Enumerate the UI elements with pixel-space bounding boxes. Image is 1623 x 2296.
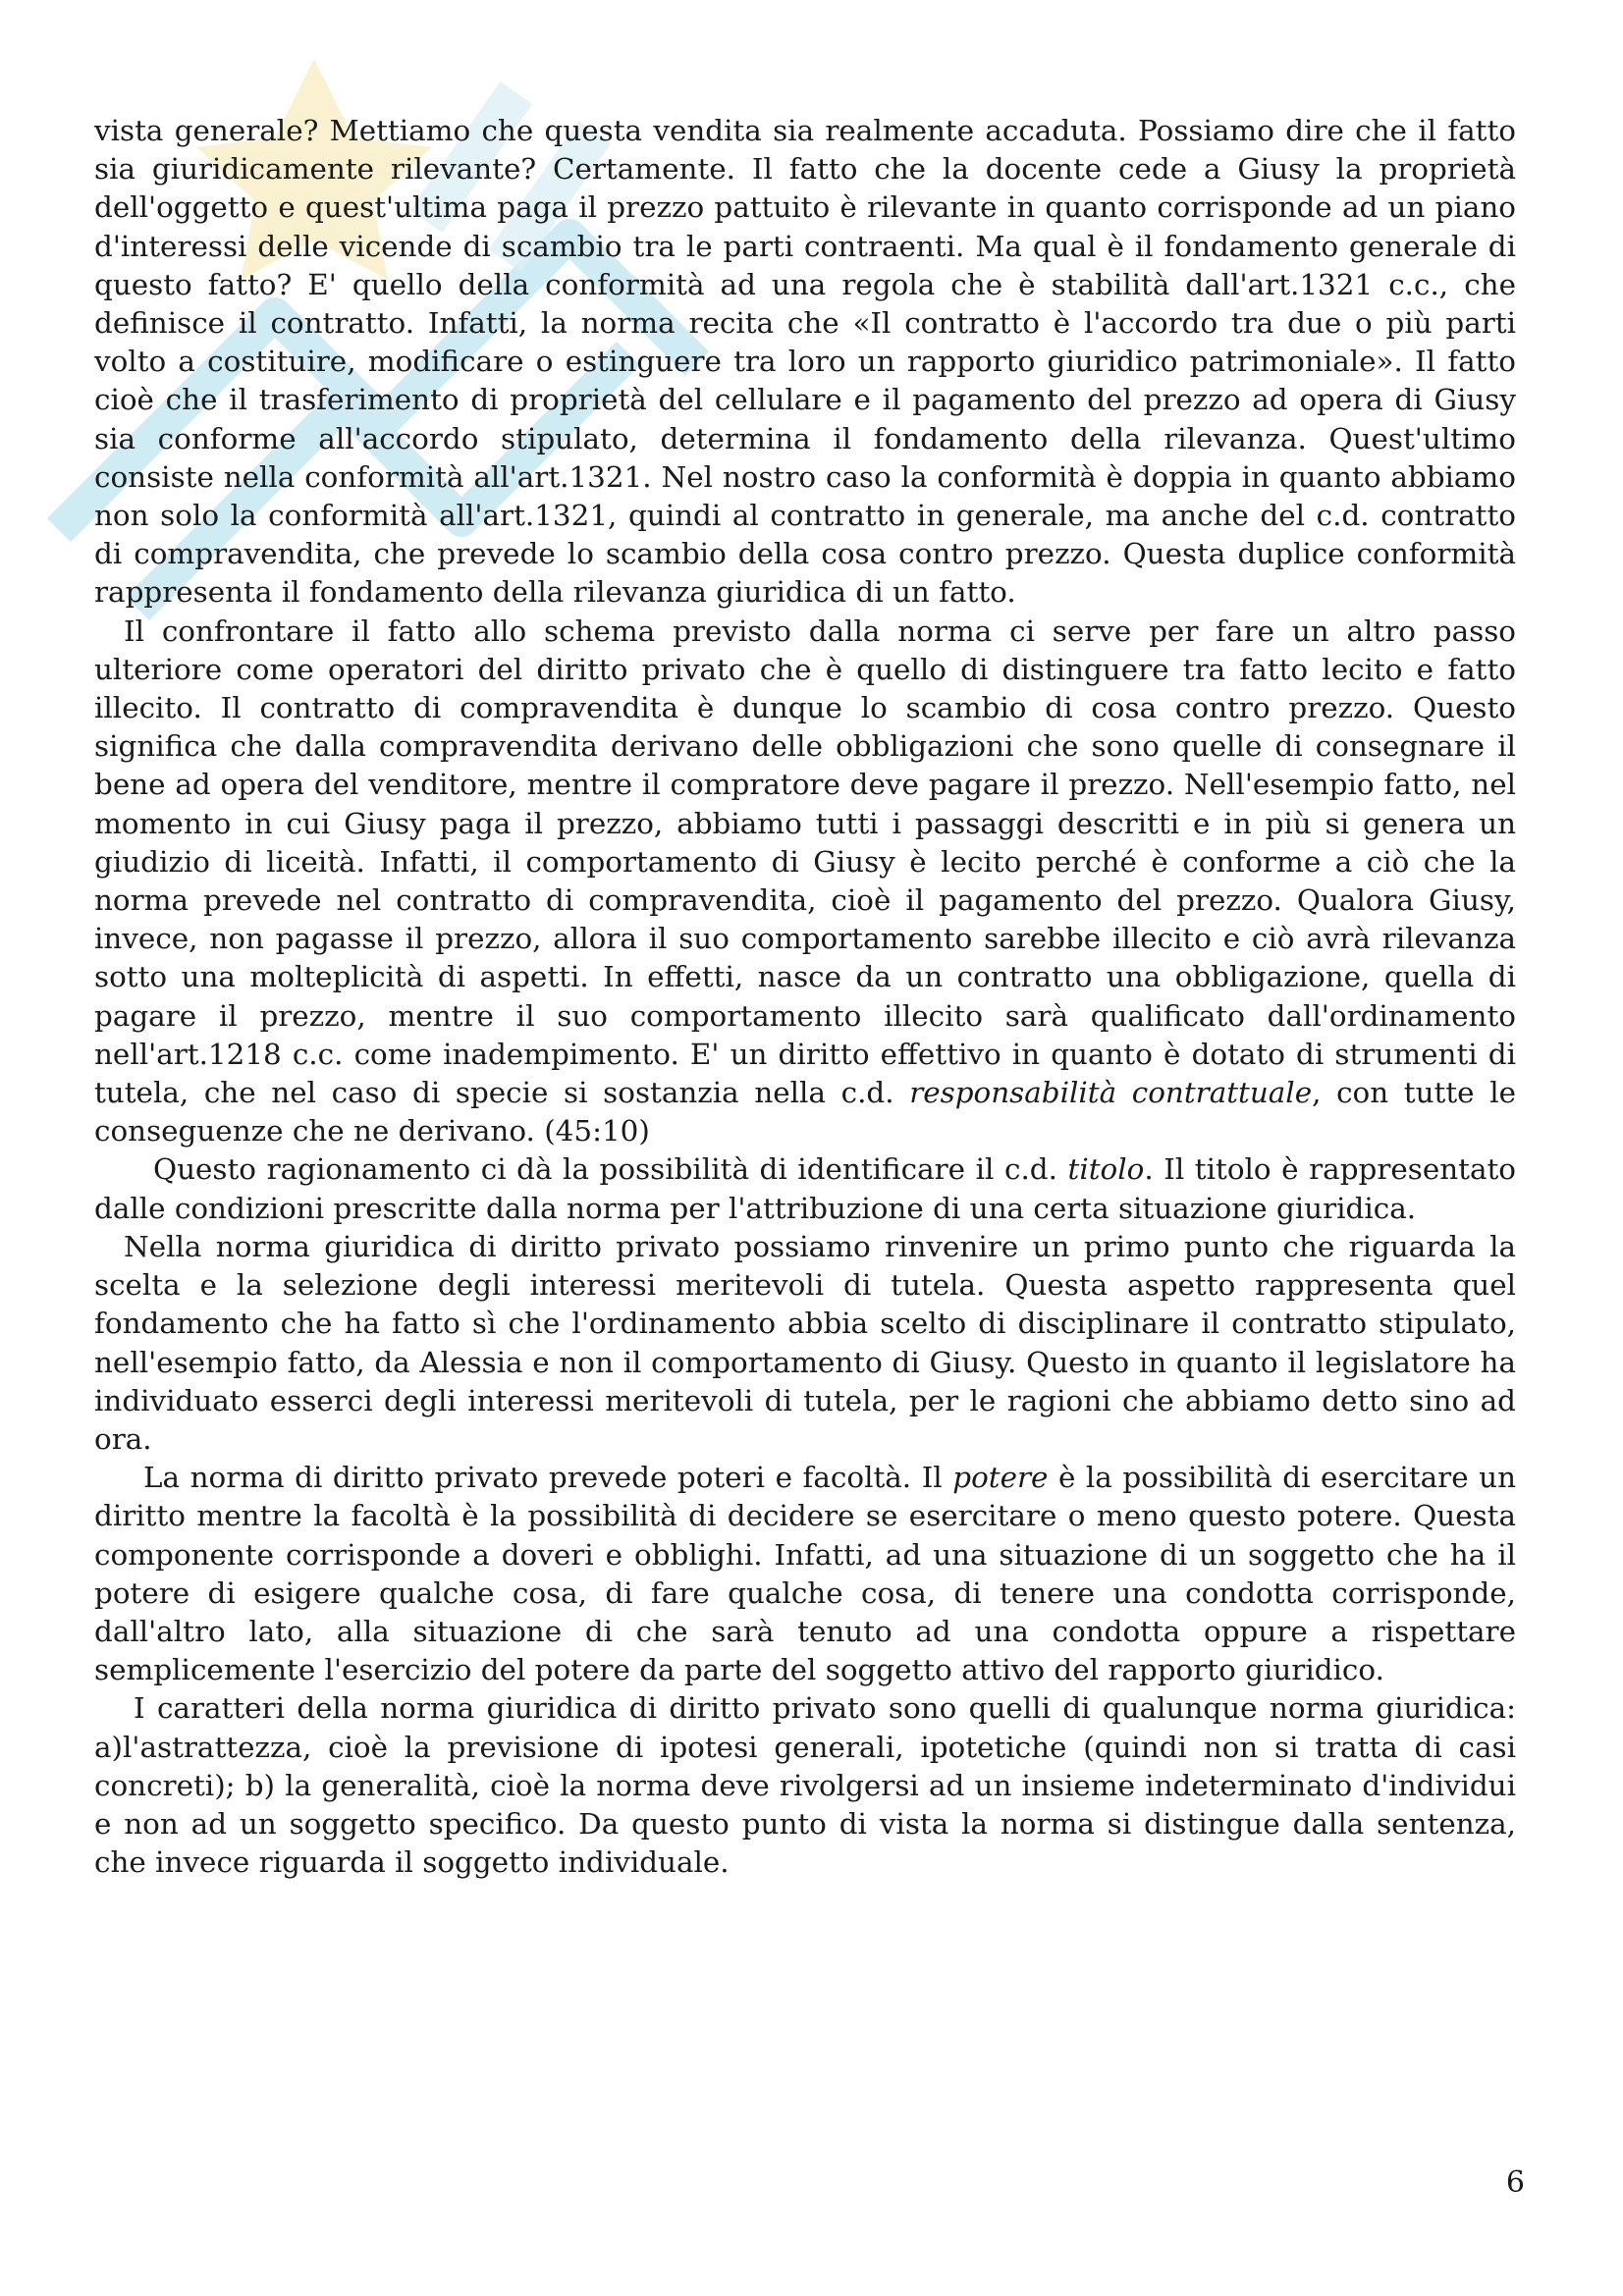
paragraph-3 <box>94 1150 1516 1227</box>
paragraph-1-text: vista generale? Mettiamo che questa vendita sia realmente accaduta. Possiamo dire che il fatto sia giuridicamente rilevante? Certamente. Il fatto che la docente cede a Giusy la proprietà dell'oggetto e quest'ultima paga il prezzo pattuito è rilevante in quanto corrisponde ad un piano d'interessi delle vicende di scambio tra le parti contraenti. Ma qual è il fondamento generale di questo fatto? E' quello della conformità ad una regola che è stabilità dall'art.1321 c.c., che definisce il contratto. Infatti, la norma recita che «Il contratto è l'accordo tra due o più parti volto a costituire, modificare o estinguere tra loro un rapporto giuridico patrimoniale». Il fatto cioè che il trasferimento di proprietà del cellulare e il pagamento del prezzo ad opera di Giusy sia conforme all'accordo stipulato, determina il fondamento della rilevanza. Quest'ultimo consiste nella conformità all'art.1321. Nel nostro caso la conformità è doppia in quanto abbiamo non solo la conformità all'art.1321, quindi al contratto in generale, ma anche del c.d. contratto di compravendita, che prevede lo scambio della cosa contro prezzo. Questa duplice conformità rappresenta il fondamento della rilevanza giuridica di un fatto. <box>94 114 1516 610</box>
paragraph-2 <box>94 613 1516 1151</box>
paragraph-3-italic-term: titolo <box>1067 1152 1145 1187</box>
paragraph-5-italic-term: potere <box>952 1461 1049 1495</box>
paragraph-6 <box>94 1689 1516 1882</box>
paragraph-5-text-b: è la possibilità di esercitare un diritto mentre la facoltà è la possibilità di decidere se esercitare o meno questo potere. Questa componente corrisponde a doveri e obblighi. Infatti, ad una situazione di un soggetto che ha il potere di esigere qualche cosa, di fare qualche cosa, di tenere una condotta corrisponde, dall'altro lato, alla situazione di che sarà tenuto ad una condotta oppure a rispettare semplicemente l'esercizio del potere da parte del soggetto attivo del rapporto giuridico. <box>94 1461 1517 1687</box>
page-number: 6 <box>1505 2165 1525 2200</box>
paragraph-6-text: I caratteri della norma giuridica di diritto privato sono quelli di qualunque norma giuridica: a)l'astrattezza, cioè la previsione di ipotesi generali, ipotetiche (quindi non si tratta di casi concreti); b) la generalità, cioè la norma deve rivolgersi ad un insieme indeterminato d'individui e non ad un soggetto specifico. Da questo punto di vista la norma si distingue dalla sentenza, che invece riguarda il soggetto individuale. <box>94 1691 1516 1880</box>
paragraph-4-text: Nella norma giuridica di diritto privato possiamo rinvenire un primo punto che riguarda la scelta e la selezione degli interessi meritevoli di tutela. Questa aspetto rappresenta quel fondamento che ha fatto sì che l'ordinamento abbia scelto di disciplinare il contratto stipulato, nell'esempio fatto, da Alessia e non il comportamento di Giusy. Questo in quanto il legislatore ha individuato esserci degli interessi meritevoli di tutela, per le ragioni che abbiamo detto sino ad ora. <box>94 1229 1516 1456</box>
paragraph-5 <box>94 1459 1516 1689</box>
paragraph-3-text-a: Questo ragionamento ci dà la possibilità di identificare il c.d. <box>153 1152 1068 1187</box>
paragraph-5-text-a: La norma di diritto privato prevede poteri e facoltà. Il <box>143 1461 953 1495</box>
document-body <box>94 112 1516 1882</box>
paragraph-1 <box>94 112 1516 613</box>
paragraph-3-text-b: . Il titolo è rappresentato dalle condizioni prescritte dalla norma per l'attribuzione di una certa situazione giuridica. <box>94 1152 1517 1225</box>
paragraph-2-text-a: Il confrontare il fatto allo schema previsto dalla norma ci serve per fare un altro passo ulteriore come operatori del diritto privato che è quello di distinguere tra fatto lecito e fatto illecito. Il contratto di compravendita è dunque lo scambio di cosa contro prezzo. Questo significa che dalla compravendita derivano delle obbligazioni che sono quelle di consegnare il bene ad opera del venditore, mentre il compratore deve pagare il prezzo. Nell'esempio fatto, nel momento in cui Giusy paga il prezzo, abbiamo tutti i passaggi descritti e in più si genera un giudizio di liceità. Infatti, il comportamento di Giusy è lecito perché è conforme a ciò che la norma prevede nel contratto di compravendita, cioè il pagamento del prezzo. Qualora Giusy, invece, non pagasse il prezzo, allora il suo comportamento sarebbe illecito e ciò avrà rilevanza sotto una molteplicità di aspetti. In effetti, nasce da un contratto una obbligazione, quella di pagare il prezzo, mentre il suo comportamento illecito sarà qualificato dall'ordinamento nell'art.1218 c.c. come inadempimento. E' un diritto effettivo in quanto è dotato di strumenti di tutela, che nel caso di specie si sostanzia nella c.d. <box>94 614 1516 1110</box>
paragraph-4 <box>94 1228 1516 1459</box>
paragraph-2-text-b: , con tutte le conseguenze che ne derivano. (45:10) <box>94 1076 1516 1148</box>
paragraph-2-italic-term: responsabilità contrattuale <box>909 1076 1313 1110</box>
